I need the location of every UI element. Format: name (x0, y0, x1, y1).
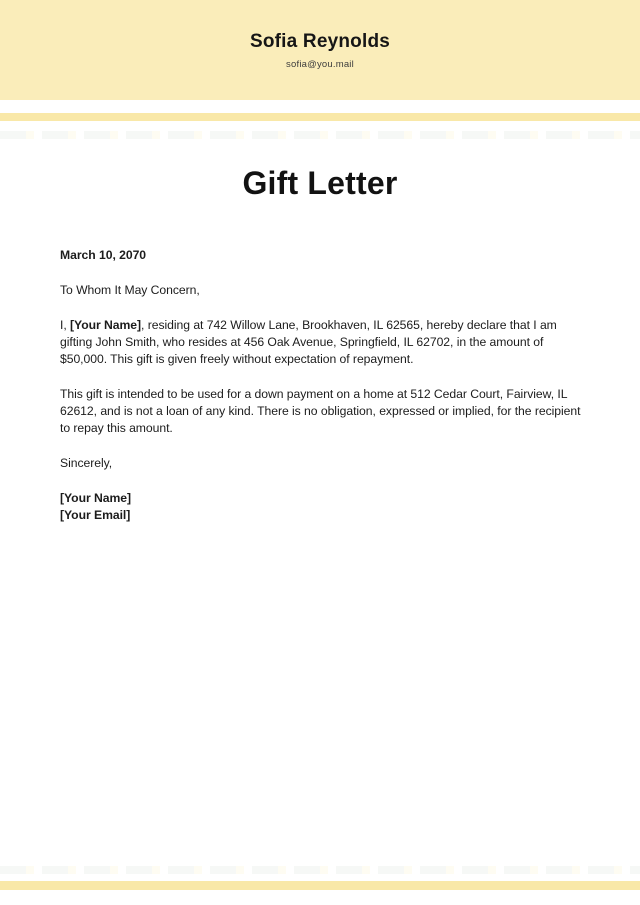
signature-block (60, 490, 584, 524)
your-name-placeholder: [Your Name] (70, 318, 142, 332)
sender-email: sofia@you.mail (286, 58, 354, 70)
faint-watermark-top (0, 131, 640, 139)
paragraph1-prefix: I, (60, 318, 71, 332)
accent-stripe-bottom (0, 881, 640, 890)
accent-stripe-top (0, 113, 640, 121)
page-footer (0, 866, 640, 905)
letterhead (0, 0, 640, 100)
letter-paragraph-1 (60, 317, 584, 368)
paragraph1-rest: , residing at 742 Willow Lane, Brookhaven, IL 62565, hereby declare that I am gifting John Smith, who resides at 456 Oak Avenue, Springfield, IL 62702, in the amount of $50,000. This gift is given freely without expectation of repayment. (60, 318, 557, 366)
signature-email-placeholder: [Your Email] (60, 508, 131, 522)
faint-watermark-bottom (0, 866, 640, 874)
header-divider-gap (0, 100, 640, 113)
letter-closing: Sincerely, (60, 456, 113, 470)
letter-paragraph-2: This gift is intended to be used for a down payment on a home at 512 Cedar Court, Fairview, IL 62612, and is not a loan of any kind. There is no obligation, expressed or implied, for the recipient to repay this amount. (60, 387, 581, 435)
page-title: Gift Letter (242, 165, 398, 201)
letter-date: March 10, 2070 (60, 248, 147, 262)
signature-name-placeholder: [Your Name] (60, 491, 132, 505)
letter-body (60, 247, 584, 524)
sender-name: Sofia Reynolds (249, 30, 391, 52)
letter-salutation: To Whom It May Concern, (60, 283, 200, 297)
